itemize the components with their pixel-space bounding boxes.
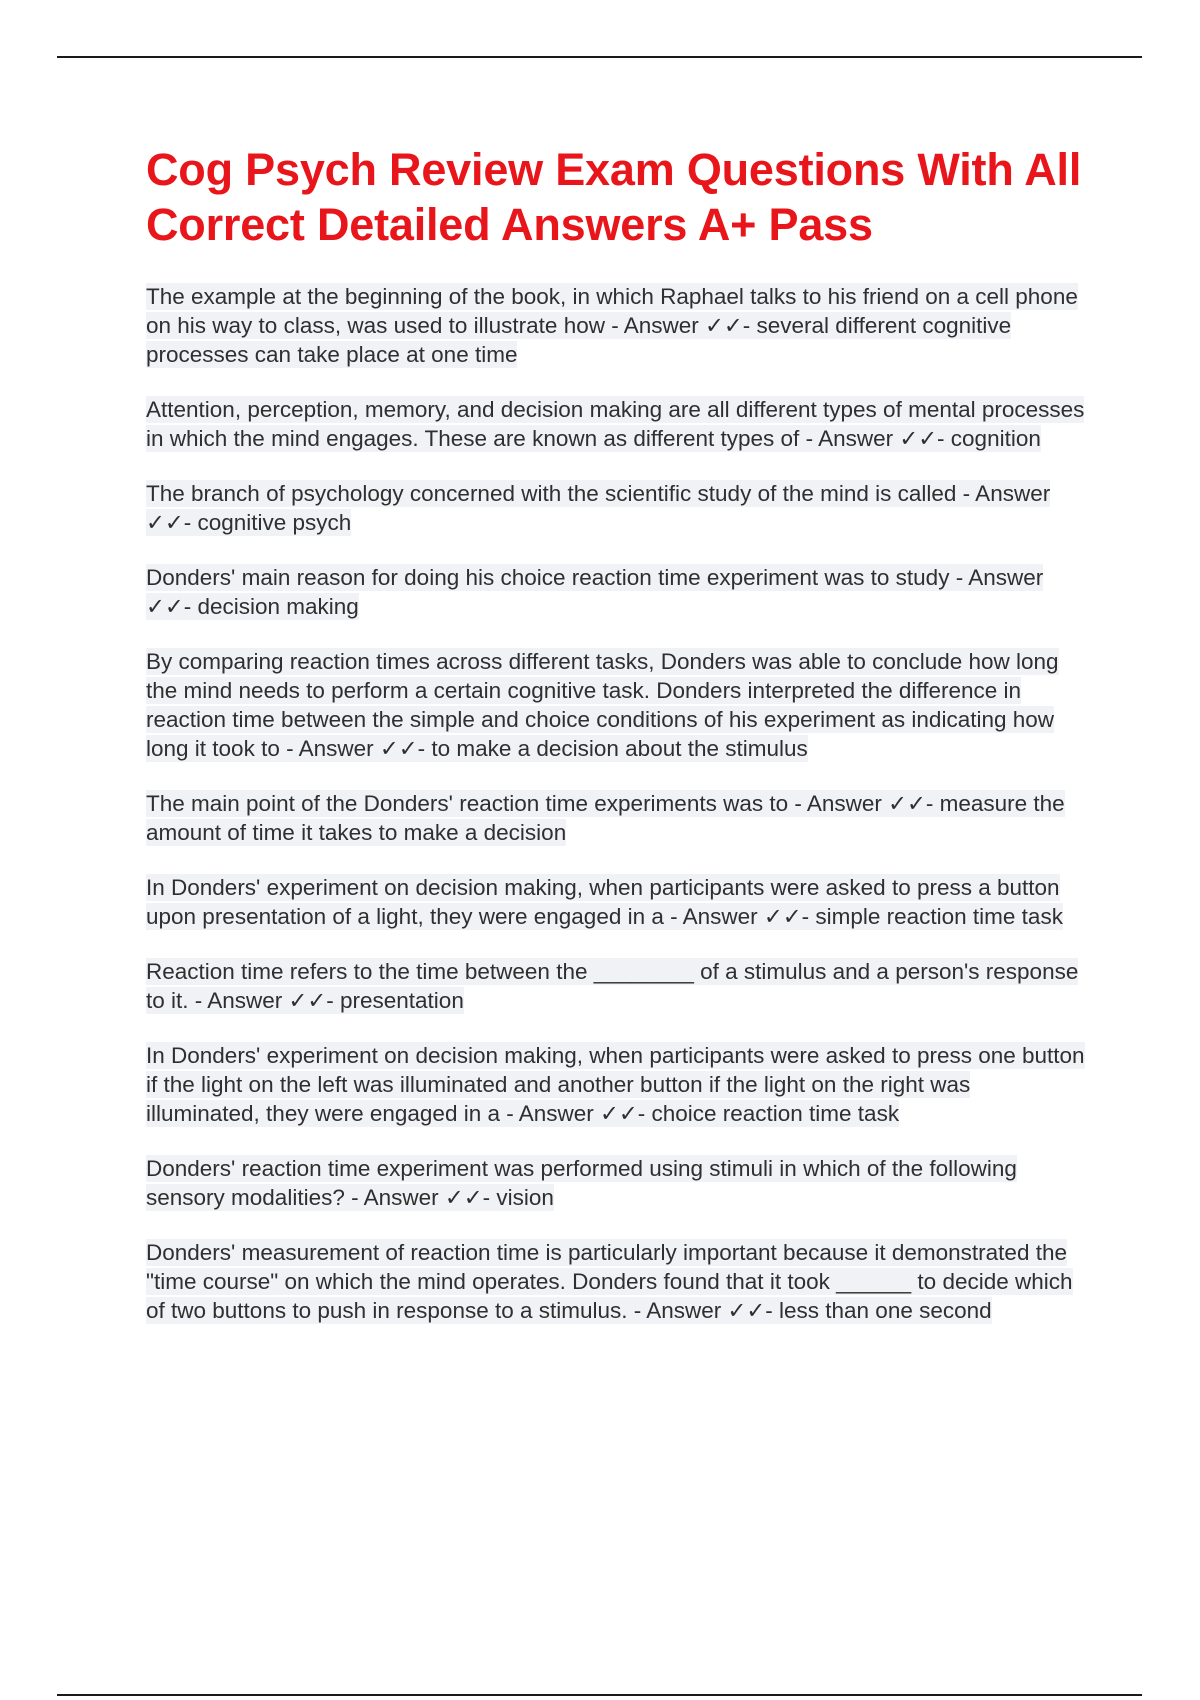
qa-item [146,563,1086,621]
footer-rule [57,1694,1142,1696]
qa-item [146,647,1086,763]
qa-text: Donders' reaction time experiment was performed using stimuli in which of the following sensory modalities? - Answer ✓✓- vision [146,1156,1017,1210]
document-body [146,142,1086,1351]
qa-text: In Donders' experiment on decision making, when participants were asked to press one button if the light on the left was illuminated and another button if the light on the right was illuminated, they were engaged in a - Answer ✓✓- choice reaction time task [146,1043,1085,1126]
qa-item [146,1238,1086,1325]
qa-item [146,957,1086,1015]
qa-item [146,1154,1086,1212]
document-title: Cog Psych Review Exam Questions With All Correct Detailed Answers A+ Pass [146,144,1082,250]
qa-text: Donders' main reason for doing his choice reaction time experiment was to study - Answer ✓✓- decision making [146,565,1044,619]
qa-text: The example at the beginning of the book, in which Raphael talks to his friend on a cell phone on his way to class, was used to illustrate how - Answer ✓✓- several different cognitive processes can take place at one time [146,284,1078,367]
qa-text: Reaction time refers to the time between the ________ of a stimulus and a person's response to it. - Answer ✓✓- presentation [146,959,1079,1013]
qa-item [146,789,1086,847]
qa-item [146,282,1086,369]
qa-item [146,1041,1086,1128]
qa-text: The main point of the Donders' reaction time experiments was to - Answer ✓✓- measure the amount of time it takes to make a decision [146,791,1065,845]
qa-text: By comparing reaction times across different tasks, Donders was able to conclude how long the mind needs to perform a certain cognitive task. Donders interpreted the difference in reaction time between the simple and choice conditions of his experiment as indicating how long it took to - Answer ✓✓- to make a decision about the stimulus [146,649,1059,761]
qa-text: Donders' measurement of reaction time is particularly important because it demonstrated the "time course" on which the mind operates. Donders found that it took ______ to decide which of two buttons to push in response to a stimulus. - Answer ✓✓- less than one second [146,1240,1073,1323]
qa-text: Attention, perception, memory, and decision making are all different types of mental processes in which the mind engages. These are known as different types of - Answer ✓✓- cognition [146,397,1085,451]
qa-item [146,395,1086,453]
qa-text: In Donders' experiment on decision making, when participants were asked to press a button upon presentation of a light, they were engaged in a - Answer ✓✓- simple reaction time task [146,875,1063,929]
qa-item [146,873,1086,931]
qa-text: The branch of psychology concerned with the scientific study of the mind is called - Answer ✓✓- cognitive psych [146,481,1051,535]
header-rule [57,56,1142,58]
qa-item [146,479,1086,537]
